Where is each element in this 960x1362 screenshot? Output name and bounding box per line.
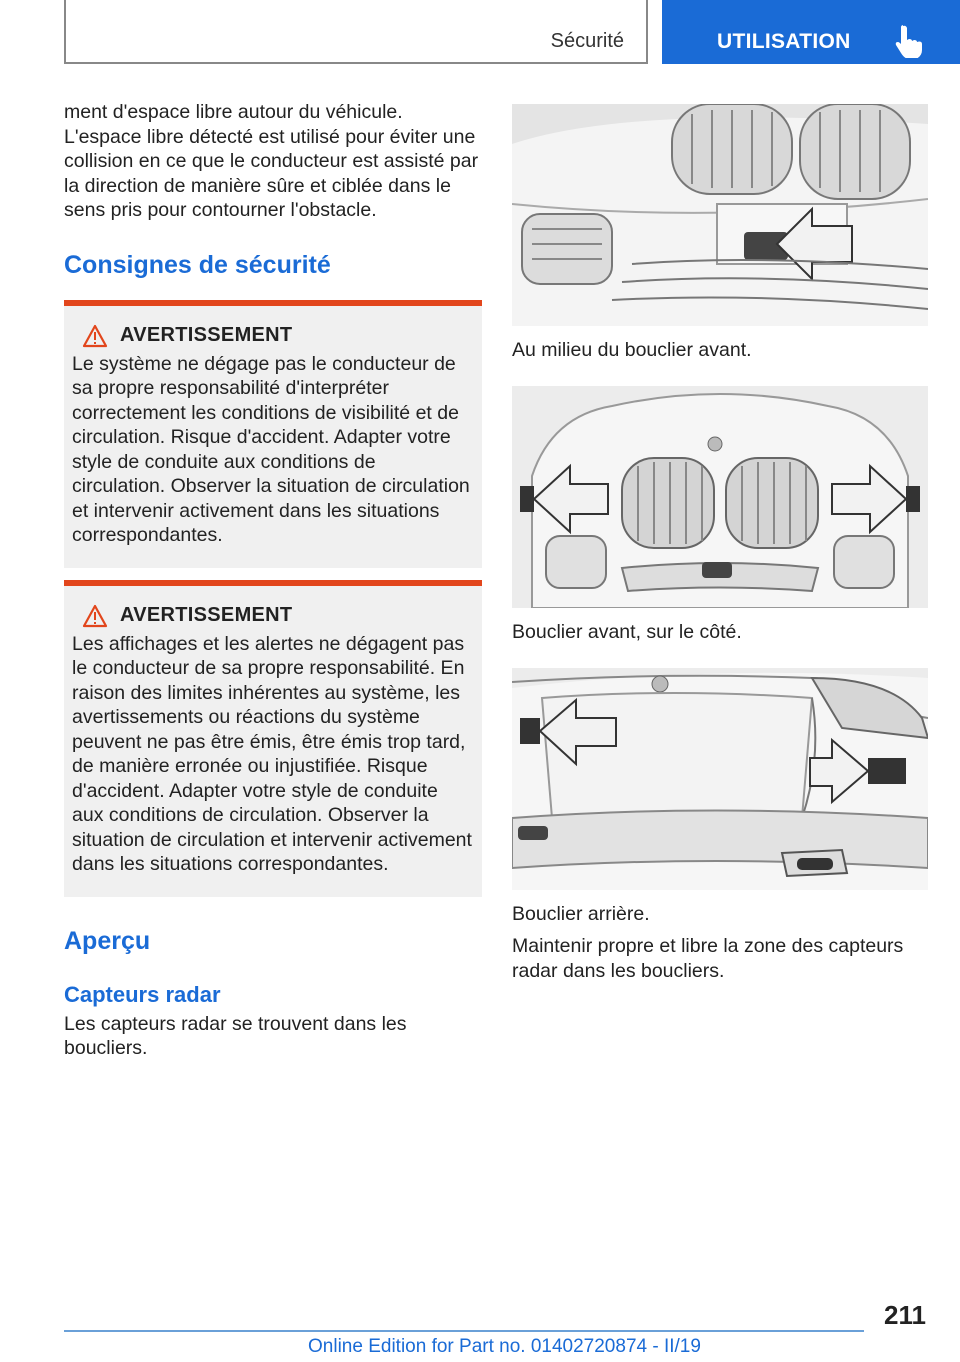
car-front-full-illustration (512, 386, 928, 608)
figure-front-side (512, 386, 928, 608)
figure-caption-1: Au milieu du bouclier avant. (512, 339, 752, 361)
pointing-hand-icon (894, 24, 922, 58)
warning-title: AVERTISSEMENT (120, 604, 293, 626)
car-rear-illustration (512, 668, 928, 890)
intro-paragraph: ment d'espace libre autour du véhicule. L'espace libre détecté est utilisé pour éviter une collision en ce que le conducteur est assisté par la direction de manière sûre et ciblée dans le sens pris pour contourner l'obstacle. (64, 101, 479, 221)
header-chapter-tab[interactable] (662, 0, 960, 64)
warning-title: AVERTISSEMENT (120, 324, 293, 346)
header-chapter-label: UTILISATION (717, 30, 851, 53)
warning-text: Le système ne dégage pas le conducteur de sa propre responsabilité d'interpréter correctement les conditions de visibilité et de circulation. Risque d'accident. Adapter votre style de conduite aux conditions de circulation. Observer la situation de circulation et intervenir activement dans les situations correspondantes. (72, 352, 470, 546)
radar-heading: Capteurs radar (64, 981, 221, 1007)
left-column (64, 100, 482, 1061)
figure-caption-3: Bouclier arrière. (512, 903, 650, 925)
overview-heading: Aperçu (64, 926, 151, 955)
warning-title-row (82, 604, 474, 628)
figure-front-middle (512, 104, 928, 326)
warning-text: Les affichages et les alertes ne dégagent pas le conducteur de sa propre responsabilité. En raison des limites inhérentes au système, les avertissements ou réactions du système peuvent ne pas être émis, être émis trop tard, de manière erronée ou injustifiée. Risque d'accident. Adapter votre style de conduite aux conditions de circulation. Observer la situation de circulation et intervenir activement dans les situations correspondantes. (72, 632, 472, 875)
footer-edition-text: Online Edition for Part no. 01402720874 - II/19 (308, 1336, 701, 1357)
warning-triangle-icon (82, 604, 108, 628)
safety-heading: Consignes de sécurité (64, 250, 331, 279)
header-section-box (64, 0, 648, 64)
warning-box-2 (64, 580, 482, 897)
header-section-title: Sécurité (550, 30, 624, 52)
figure-rear (512, 668, 928, 890)
warning-title-row (82, 324, 474, 348)
warning-triangle-icon (82, 324, 108, 348)
car-front-closeup-illustration (512, 104, 928, 326)
page-number: 211 (884, 1300, 926, 1330)
footer-divider (64, 1330, 864, 1332)
right-column (512, 104, 930, 983)
radar-paragraph: Les capteurs radar se trouvent dans les boucliers. (64, 1012, 407, 1059)
figure-caption-2: Bouclier avant, sur le côté. (512, 621, 742, 643)
radar-note-paragraph: Maintenir propre et libre la zone des capteurs radar dans les boucliers. (512, 935, 904, 982)
warning-box-1 (64, 300, 482, 568)
